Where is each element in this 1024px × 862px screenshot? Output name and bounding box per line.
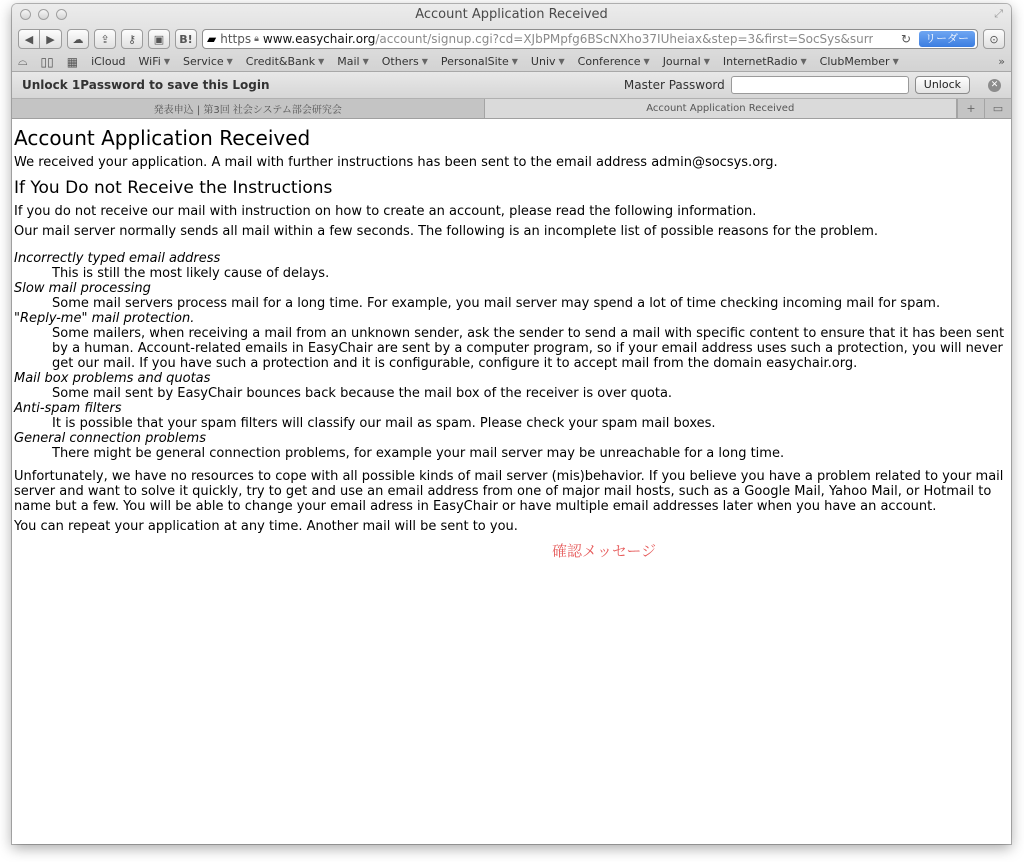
- window-title: Account Application Received: [415, 7, 608, 22]
- bookmark-label: WiFi: [138, 55, 161, 68]
- repeat-paragraph: You can repeat your application at any time. Another mail will be sent to you.: [14, 519, 518, 534]
- bookmark-label: Conference: [577, 55, 641, 68]
- chevron-down-icon: ▼: [362, 57, 369, 66]
- bookmark-label: Others: [381, 55, 419, 68]
- bookmark-label: ClubMember: [819, 55, 890, 68]
- reader-button[interactable]: リーダー: [919, 31, 975, 47]
- bookmark-item[interactable]: [441, 55, 518, 68]
- bookmark-label: Journal: [662, 55, 701, 68]
- chevron-down-icon: ▼: [892, 57, 899, 66]
- chevron-down-icon: ▼: [800, 57, 807, 66]
- bookmark-item[interactable]: [337, 55, 369, 68]
- site-icon: ▰: [207, 32, 217, 46]
- url-host: www.easychair.org: [262, 32, 376, 46]
- hatena-bookmark-icon: B!: [179, 32, 193, 46]
- address-bar[interactable]: [202, 29, 978, 49]
- bookmarks-bar: [12, 52, 1011, 71]
- lock-icon: 🔒︎: [254, 34, 259, 44]
- nav-buttons: [18, 29, 62, 49]
- top-sites-icon[interactable]: ▦: [66, 54, 79, 69]
- unlock-button[interactable]: Unlock: [915, 76, 970, 94]
- bookmark-item[interactable]: [531, 55, 565, 68]
- tab-overview-icon[interactable]: ▭: [984, 99, 1011, 118]
- new-tab-icon[interactable]: +: [957, 99, 984, 118]
- onepassword-bar: [12, 72, 1011, 99]
- chevron-down-icon: ▼: [163, 57, 170, 66]
- bookmark-item[interactable]: [246, 55, 324, 68]
- reason-term: "Reply-me" mail protection.: [14, 311, 195, 326]
- confirmation-annotation: 確認メッセージ: [552, 542, 657, 560]
- key-icon: ⚷: [127, 32, 137, 46]
- chevron-down-icon: ▼: [421, 57, 428, 66]
- share-button[interactable]: [94, 29, 116, 49]
- info-paragraph-2: Our mail server normally sends all mail within a few seconds. The following is an incomplete list of possible reasons for the problem.: [14, 224, 879, 239]
- reason-term: General connection problems: [14, 431, 206, 446]
- chevron-down-icon: ▼: [226, 57, 233, 66]
- tab-label: 発表申込 | 第3回 社会システム部会研究会: [153, 105, 342, 116]
- bookmark-label: InternetRadio: [722, 55, 798, 68]
- reason-term: Incorrectly typed email address: [14, 251, 221, 266]
- intro-text: We received your application. A mail with further instructions has been sent to the email address admin@socsys.org.: [14, 155, 778, 170]
- hatena-bookmark-button[interactable]: [175, 29, 197, 49]
- downloads-button[interactable]: [983, 29, 1005, 49]
- closing-paragraph: Unfortunately, we have no resources to cope with all possible kinds of mail server (mis)behavior. If you believe you have a problem related to your mail server and want to solve it quickly, try to get and use an email address from one of major mail hosts, such as a Google Mail, Yahoo Mail, or Hotmail to name but a few. You will be able to change your email adress in EasyChair or have multiple email addresses later when you have an account.: [14, 469, 1004, 514]
- browser-chrome: [12, 4, 1011, 72]
- toolbar: [12, 26, 1011, 52]
- forward-button[interactable]: [40, 29, 62, 49]
- close-icon[interactable]: ✕: [988, 79, 1001, 92]
- bookmark-item[interactable]: [382, 55, 428, 68]
- url-scheme: https: [220, 32, 252, 46]
- bookmark-label: PersonalSite: [440, 55, 509, 68]
- chevron-down-icon: ▼: [643, 57, 650, 66]
- cloud-icon: ☁: [72, 32, 84, 46]
- back-button[interactable]: [18, 29, 40, 49]
- title-bar: [12, 4, 1011, 26]
- bookmark-item[interactable]: [820, 55, 899, 68]
- reason-term: Mail box problems and quotas: [14, 371, 211, 386]
- bookmark-item[interactable]: [578, 55, 650, 68]
- extension-button[interactable]: [148, 29, 170, 49]
- bookmark-item[interactable]: [723, 55, 807, 68]
- bookmark-label: Credit&Bank: [245, 55, 316, 68]
- extension-icon: ▣: [153, 32, 165, 46]
- reason-term: Slow mail processing: [14, 281, 151, 296]
- tab-account-application[interactable]: [485, 99, 958, 118]
- reason-description: Some mailers, when receiving a mail from an unknown sender, ask the sender to send a mail with specific content to ensure that it has been sent by a human. Account-related emails in EasyChair are sent by a computer program, so if your email address uses such a protection, you will never get our mail. If you have such a protection and it is configurable, configure it to accept mail from the domain easychair.org.: [52, 326, 1005, 371]
- icloud-tabs-button[interactable]: [67, 29, 89, 49]
- master-password-label: Master Password: [623, 78, 725, 92]
- chevron-down-icon: ▼: [318, 57, 325, 66]
- bookmark-item[interactable]: [663, 55, 710, 68]
- back-arrow-icon: ◀: [24, 32, 34, 46]
- browser-window: [12, 4, 1011, 844]
- bookmark-label: Univ: [530, 55, 556, 68]
- bookmark-item[interactable]: [91, 55, 125, 68]
- forward-arrow-icon: ▶: [46, 32, 55, 46]
- fullscreen-icon[interactable]: ⤢: [994, 7, 1003, 20]
- page-content: [12, 119, 1011, 534]
- bookmark-item[interactable]: [183, 55, 233, 68]
- bookmark-item[interactable]: [139, 55, 170, 68]
- share-icon: ⇪: [100, 32, 110, 46]
- tab-conference-submission[interactable]: [12, 99, 485, 118]
- onepassword-button[interactable]: [121, 29, 143, 49]
- bookmark-label: iCloud: [91, 55, 126, 68]
- bookmarks-icon[interactable]: ▯▯: [40, 54, 54, 69]
- chevron-down-icon: ▼: [558, 57, 565, 66]
- reason-term: Anti-spam filters: [14, 401, 122, 416]
- reason-description: Some mail sent by EasyChair bounces back because the mail box of the receiver is over quota.: [52, 386, 673, 401]
- download-icon: ⊙: [989, 32, 999, 46]
- onepassword-message: Unlock 1Password to save this Login: [22, 78, 270, 92]
- more-bookmarks-icon[interactable]: »: [998, 55, 1005, 68]
- onepassword-controls: [624, 76, 1001, 94]
- tab-bar: [12, 99, 1011, 119]
- master-password-input[interactable]: [731, 76, 909, 94]
- reading-list-icon[interactable]: ⌓: [18, 54, 28, 68]
- page-title: Account Application Received: [14, 126, 311, 150]
- tab-label: Account Application Received: [646, 103, 795, 114]
- section-heading: If You Do not Receive the Instructions: [14, 178, 333, 198]
- reason-description: There might be general connection problems, for example your mail server may be unreachable for a long time.: [52, 446, 785, 461]
- bookmark-label: Service: [182, 55, 224, 68]
- reasons-list: [14, 251, 1011, 461]
- reason-description: This is still the most likely cause of delays.: [52, 266, 330, 281]
- info-paragraph-1: If you do not receive our mail with instruction on how to create an account, please read the following information.: [14, 204, 757, 219]
- bookmark-label: Mail: [337, 55, 360, 68]
- reload-icon[interactable]: ↻: [898, 32, 911, 46]
- chevron-down-icon: ▼: [511, 57, 518, 66]
- chevron-down-icon: ▼: [703, 57, 710, 66]
- bookmark-items: [91, 55, 899, 68]
- url-path: /account/signup.cgi?cd=XJbPMpfg6BScNXho37IUheiax&step=3&first=SocSys&surr: [375, 32, 874, 46]
- reason-description: Some mail servers process mail for a long time. For example, you mail server may spend a lot of time checking incoming mail for spam.: [52, 296, 941, 311]
- reason-description: It is possible that your spam filters will classify our mail as spam. Please check your spam mail boxes.: [52, 416, 716, 431]
